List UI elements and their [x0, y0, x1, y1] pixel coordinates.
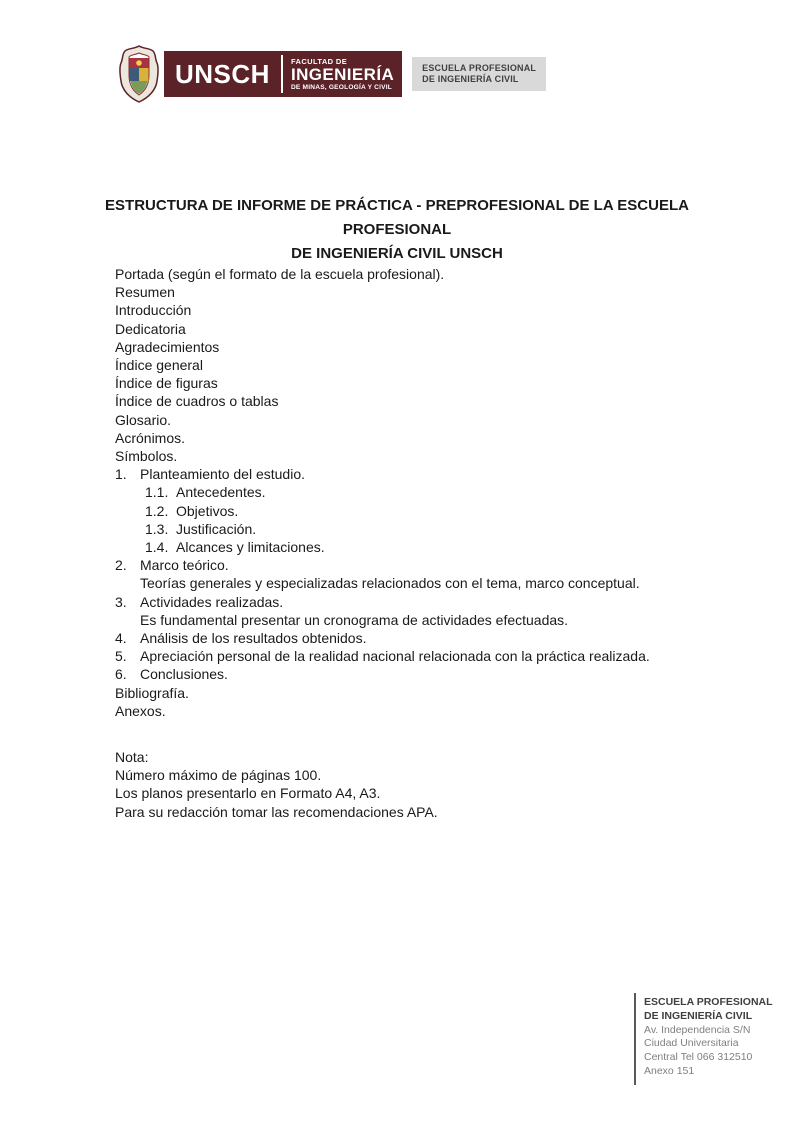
line-text: Justificación.: [176, 520, 257, 537]
footer-address-line: Ciudad Universitaria: [644, 1037, 739, 1050]
document-line: [115, 392, 719, 410]
document-line: [115, 283, 719, 301]
school-line2: DE INGENIERÍA CIVIL: [422, 74, 519, 84]
document-line: [115, 465, 719, 483]
header-logo: [117, 45, 546, 103]
line-text: Agradecimientos: [115, 338, 220, 355]
unsch-wordmark: [164, 51, 281, 97]
document-line: [115, 374, 719, 392]
document-line: [115, 665, 719, 683]
line-number: 1.1.: [145, 484, 169, 501]
line-text: Alcances y limitaciones.: [176, 539, 325, 556]
line-text: Planteamiento del estudio.: [140, 466, 305, 483]
line-text: Anexos.: [115, 702, 166, 719]
line-number: 1.: [115, 466, 127, 483]
footer-address-line: Av. Independencia S/N: [644, 1023, 751, 1036]
footer-school-line1: ESCUELA PROFESIONAL: [644, 996, 773, 1008]
line-text: Índice de figuras: [115, 375, 218, 392]
document-line: [115, 301, 719, 319]
document-line: [115, 265, 719, 283]
line-text: Análisis de los resultados obtenidos.: [140, 630, 367, 647]
line-text: Conclusiones.: [140, 666, 228, 683]
line-text: Bibliografía.: [115, 684, 189, 701]
line-number: 6.: [115, 666, 127, 683]
document-line: [115, 320, 719, 338]
document-line: [115, 629, 719, 647]
line-number: 2.: [115, 557, 127, 574]
note-line: Los planos presentarlo en Formato A4, A3.: [115, 785, 381, 802]
document-line: [115, 574, 719, 592]
faculty-name-label: INGENIERÍA: [290, 64, 395, 84]
document-line: [115, 356, 719, 374]
line-text: Antecedentes.: [176, 484, 266, 501]
line-text: Marco teórico.: [140, 557, 229, 574]
document-line: [115, 429, 719, 447]
school-banner: [412, 57, 546, 91]
line-number: 1.2.: [145, 502, 169, 519]
unsch-crest-icon: [117, 45, 161, 103]
line-text: Símbolos.: [115, 448, 178, 465]
line-text: Objetivos.: [176, 502, 239, 519]
document-line: [115, 684, 719, 702]
line-text: Apreciación personal de la realidad nacional relacionada con la práctica realizada.: [140, 648, 650, 665]
line-number: 1.3.: [145, 520, 169, 537]
line-number: 1.4.: [145, 539, 169, 556]
line-text: Índice de cuadros o tablas: [115, 393, 279, 410]
document-line: [115, 593, 719, 611]
note-line: Número máximo de páginas 100.: [115, 767, 322, 784]
body-list: [115, 265, 719, 720]
document-line: [115, 338, 719, 356]
document-line: [115, 538, 719, 556]
footer-address-line: Anexo 151: [644, 1064, 695, 1077]
note-line: Para su redacción tomar las recomendaciones APA.: [115, 803, 438, 820]
line-text: Glosario.: [115, 411, 172, 428]
document-line: [115, 483, 719, 501]
note-section: [115, 748, 438, 821]
page-title: [60, 194, 734, 266]
page-title-line1: ESTRUCTURA DE INFORME DE PRÁCTICA - PREPROFESIONAL DE LA ESCUELA PROFESIONAL: [105, 197, 689, 238]
school-line1: ESCUELA PROFESIONAL: [422, 63, 537, 73]
line-text: Es fundamental presentar un cronograma de actividades efectuadas.: [140, 611, 569, 628]
faculty-sub-label: DE MINAS, GEOLOGÍA Y CIVIL: [290, 83, 393, 91]
line-text: Acrónimos.: [115, 429, 186, 446]
document-line: [115, 502, 719, 520]
faculty-name-block: [283, 51, 402, 97]
line-text: Introducción: [115, 302, 192, 319]
document-line: [115, 447, 719, 465]
page-title-line2: DE INGENIERÍA CIVIL UNSCH: [291, 245, 503, 262]
line-text: Teorías generales y especializadas relacionados con el tema, marco conceptual.: [140, 575, 640, 592]
document-line: [115, 411, 719, 429]
line-text: Portada (según el formato de la escuela profesional).: [115, 266, 445, 282]
unsch-acronym: UNSCH: [175, 58, 270, 89]
note-label: Nota:: [115, 749, 149, 765]
document-line: [115, 611, 719, 629]
line-number: 4.: [115, 630, 127, 647]
line-text: Dedicatoria: [115, 320, 186, 337]
line-number: 5.: [115, 648, 127, 665]
line-number: 3.: [115, 593, 127, 610]
document-line: [115, 702, 719, 720]
document-line: [115, 520, 719, 538]
document-line: [115, 647, 719, 665]
line-text: Resumen: [115, 284, 175, 301]
line-text: Actividades realizadas.: [140, 593, 284, 610]
line-text: Índice general: [115, 357, 203, 374]
footer-contact: [634, 993, 773, 1085]
footer-school-line2: DE INGENIERÍA CIVIL: [644, 1009, 753, 1022]
faculty-banner: [164, 51, 402, 97]
document-line: [115, 556, 719, 574]
faculty-top-label: FACULTAD DE: [290, 56, 348, 66]
footer-address-line: Central Tel 066 312510: [644, 1051, 753, 1064]
